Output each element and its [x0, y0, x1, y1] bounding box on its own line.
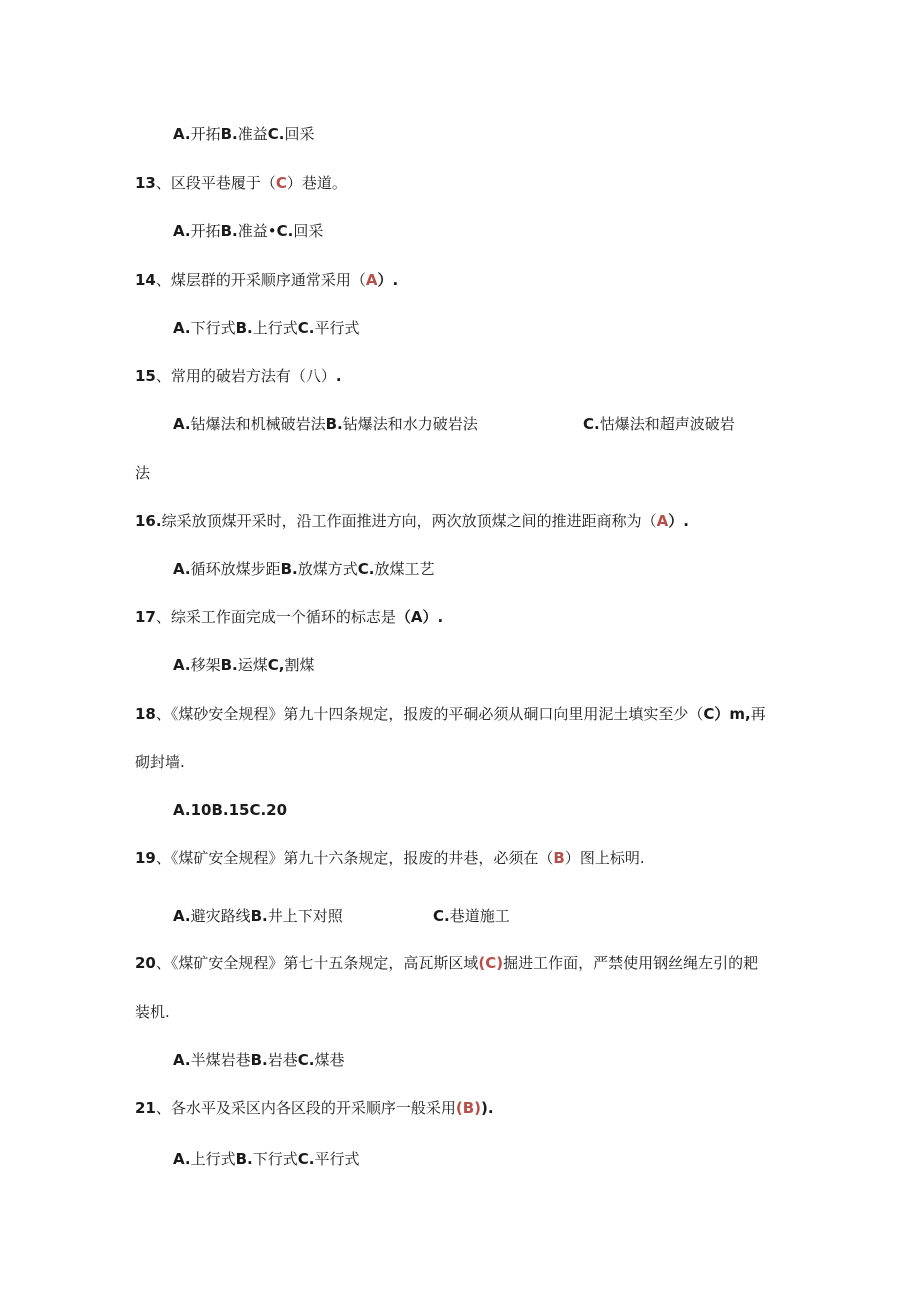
text-run: B. — [280, 560, 298, 578]
text-run: 准益• — [237, 222, 277, 240]
text-run: 放煤方式 — [297, 560, 358, 578]
text-run: 16. — [135, 512, 162, 530]
text-run: 上行式 — [190, 1150, 236, 1168]
text-run: 、《煤矿安全规程》第七十五条规定，高瓦斯区域 — [155, 954, 479, 972]
text-run: 砌封墙. — [135, 753, 185, 771]
text-run: 21 — [135, 1099, 156, 1117]
text-run: 20 — [135, 954, 156, 972]
text-run: 掘进工作面，严禁使用钢丝绳左引的耙 — [503, 954, 759, 972]
text-run: 回采 — [284, 125, 315, 143]
options-line-16 — [173, 559, 435, 579]
options-line-15-cont — [135, 463, 150, 483]
question-13 — [135, 173, 347, 193]
text-run: 钻爆法和水力破岩法 — [342, 415, 478, 433]
text-run: 割煤 — [284, 656, 315, 674]
text-run: A. — [173, 1051, 191, 1069]
answer-letter: (C) — [478, 954, 504, 972]
text-run: C）m, — [703, 705, 751, 723]
text-run: 、《煤砂安全规程》第九十四条规定，报废的平硐必须从硐口向里用泥土填实至少（ — [155, 705, 704, 723]
text-run: 开拓 — [190, 222, 221, 240]
options-line-19-c — [433, 906, 510, 926]
text-run: B. — [220, 125, 238, 143]
text-run: 17 — [135, 608, 156, 626]
text-run: 岩巷 — [267, 1051, 298, 1069]
text-run: B. — [235, 1150, 253, 1168]
text-run: C. — [357, 560, 375, 578]
text-run: C. — [297, 1150, 315, 1168]
options-line-18 — [173, 800, 287, 820]
text-run: C. — [267, 125, 285, 143]
text-run: 放煤工艺 — [374, 560, 435, 578]
text-run: 循环放煤步距 — [190, 560, 281, 578]
text-run: C. — [433, 907, 450, 925]
text-run: 13 — [135, 174, 156, 192]
text-run: A. — [173, 319, 191, 337]
text-run: 平行式 — [314, 1150, 360, 1168]
text-run: 18 — [135, 705, 156, 723]
text-run: 19 — [135, 849, 156, 867]
text-run: 、区段平巷履于（ — [155, 174, 276, 192]
text-run: 15 — [135, 367, 156, 385]
text-run: 下行式 — [252, 1150, 298, 1168]
question-14 — [135, 270, 398, 290]
text-run: 、综采工作面完成一个循环的标志是 — [155, 608, 396, 626]
text-run: B. — [220, 222, 238, 240]
text-run: 准益 — [237, 125, 268, 143]
text-run: B. — [250, 1051, 268, 1069]
text-run: 14 — [135, 271, 156, 289]
options-line-14 — [173, 318, 360, 338]
text-run: 综采放顶煤开采时，沿工作面推进方向，两次放顶煤之间的推进距商称为（ — [161, 512, 657, 530]
text-run: C. — [297, 319, 315, 337]
question-18-cont — [135, 752, 185, 772]
options-line-17 — [173, 655, 315, 675]
text-run: 、常用的破岩方法有（八） — [155, 367, 336, 385]
text-run: 法 — [135, 464, 151, 482]
answer-letter: C — [275, 174, 287, 192]
options-line-21 — [173, 1149, 360, 1169]
options-line-20 — [173, 1050, 345, 1070]
answer-letter: A — [656, 512, 669, 530]
text-run: A. — [173, 907, 191, 925]
text-run: 再 — [750, 705, 766, 723]
text-run: C. — [297, 1051, 315, 1069]
text-run: 移架 — [190, 656, 221, 674]
options-line-15-ab — [173, 414, 478, 434]
text-run: A.10B.15C.20 — [173, 801, 288, 819]
question-20-cont — [135, 1002, 170, 1022]
text-run: . — [335, 367, 342, 385]
text-run: B. — [220, 656, 238, 674]
text-run: . — [683, 512, 689, 530]
text-run: ） — [377, 271, 393, 289]
text-run: 半煤岩巷 — [190, 1051, 251, 1069]
text-run: （A）. — [395, 608, 444, 626]
options-line-19-ab — [173, 906, 343, 926]
text-run: A. — [173, 656, 191, 674]
options-line-13 — [173, 221, 323, 241]
text-run: 怙爆法和超声波破岩 — [599, 415, 735, 433]
question-17 — [135, 607, 443, 627]
text-run: 回采 — [293, 222, 324, 240]
text-run: A. — [173, 125, 191, 143]
text-run: B. — [250, 907, 268, 925]
text-run: 平行式 — [314, 319, 360, 337]
text-run: 煤巷 — [314, 1051, 345, 1069]
text-run: 避灾路线 — [190, 907, 251, 925]
answer-letter: (B) — [455, 1099, 482, 1117]
text-run: 运煤 — [237, 656, 268, 674]
text-run: 下行式 — [190, 319, 236, 337]
text-run: B. — [235, 319, 253, 337]
text-run: A. — [173, 560, 191, 578]
text-run: C, — [267, 656, 285, 674]
text-run: ）巷道。 — [286, 174, 347, 192]
text-run: 、各水平及采区内各区段的开采顺序一般采用 — [155, 1099, 456, 1117]
text-run: A. — [173, 1150, 191, 1168]
text-run: 、《煤矿安全规程》第九十六条规定，报废的井巷，必须在（ — [155, 849, 554, 867]
options-line-15-c — [583, 414, 735, 434]
text-run: 上行式 — [252, 319, 298, 337]
text-run: 装机. — [135, 1003, 170, 1021]
question-19 — [135, 848, 645, 868]
text-run: . — [392, 271, 399, 289]
answer-letter: B — [553, 849, 565, 867]
text-run: ）图上标明. — [564, 849, 645, 867]
text-run: ). — [481, 1099, 494, 1117]
text-run: 开拓 — [190, 125, 221, 143]
text-run: ） — [668, 512, 684, 530]
text-run: 巷道施工 — [449, 907, 510, 925]
answer-letter: A — [365, 271, 378, 289]
text-run: A. — [173, 222, 191, 240]
text-run: C. — [276, 222, 294, 240]
text-run: 钻爆法和机械破岩法 — [190, 415, 326, 433]
text-run: 、煤层群的开采顺序通常采用（ — [155, 271, 366, 289]
text-run: B. — [325, 415, 343, 433]
text-run: C. — [583, 415, 600, 433]
text-run: 井上下对照 — [267, 907, 343, 925]
question-21 — [135, 1098, 494, 1118]
question-15 — [135, 366, 342, 386]
question-16 — [135, 511, 689, 531]
options-line-12 — [173, 124, 315, 144]
text-run: A. — [173, 415, 191, 433]
question-20 — [135, 953, 758, 973]
question-18 — [135, 704, 766, 724]
